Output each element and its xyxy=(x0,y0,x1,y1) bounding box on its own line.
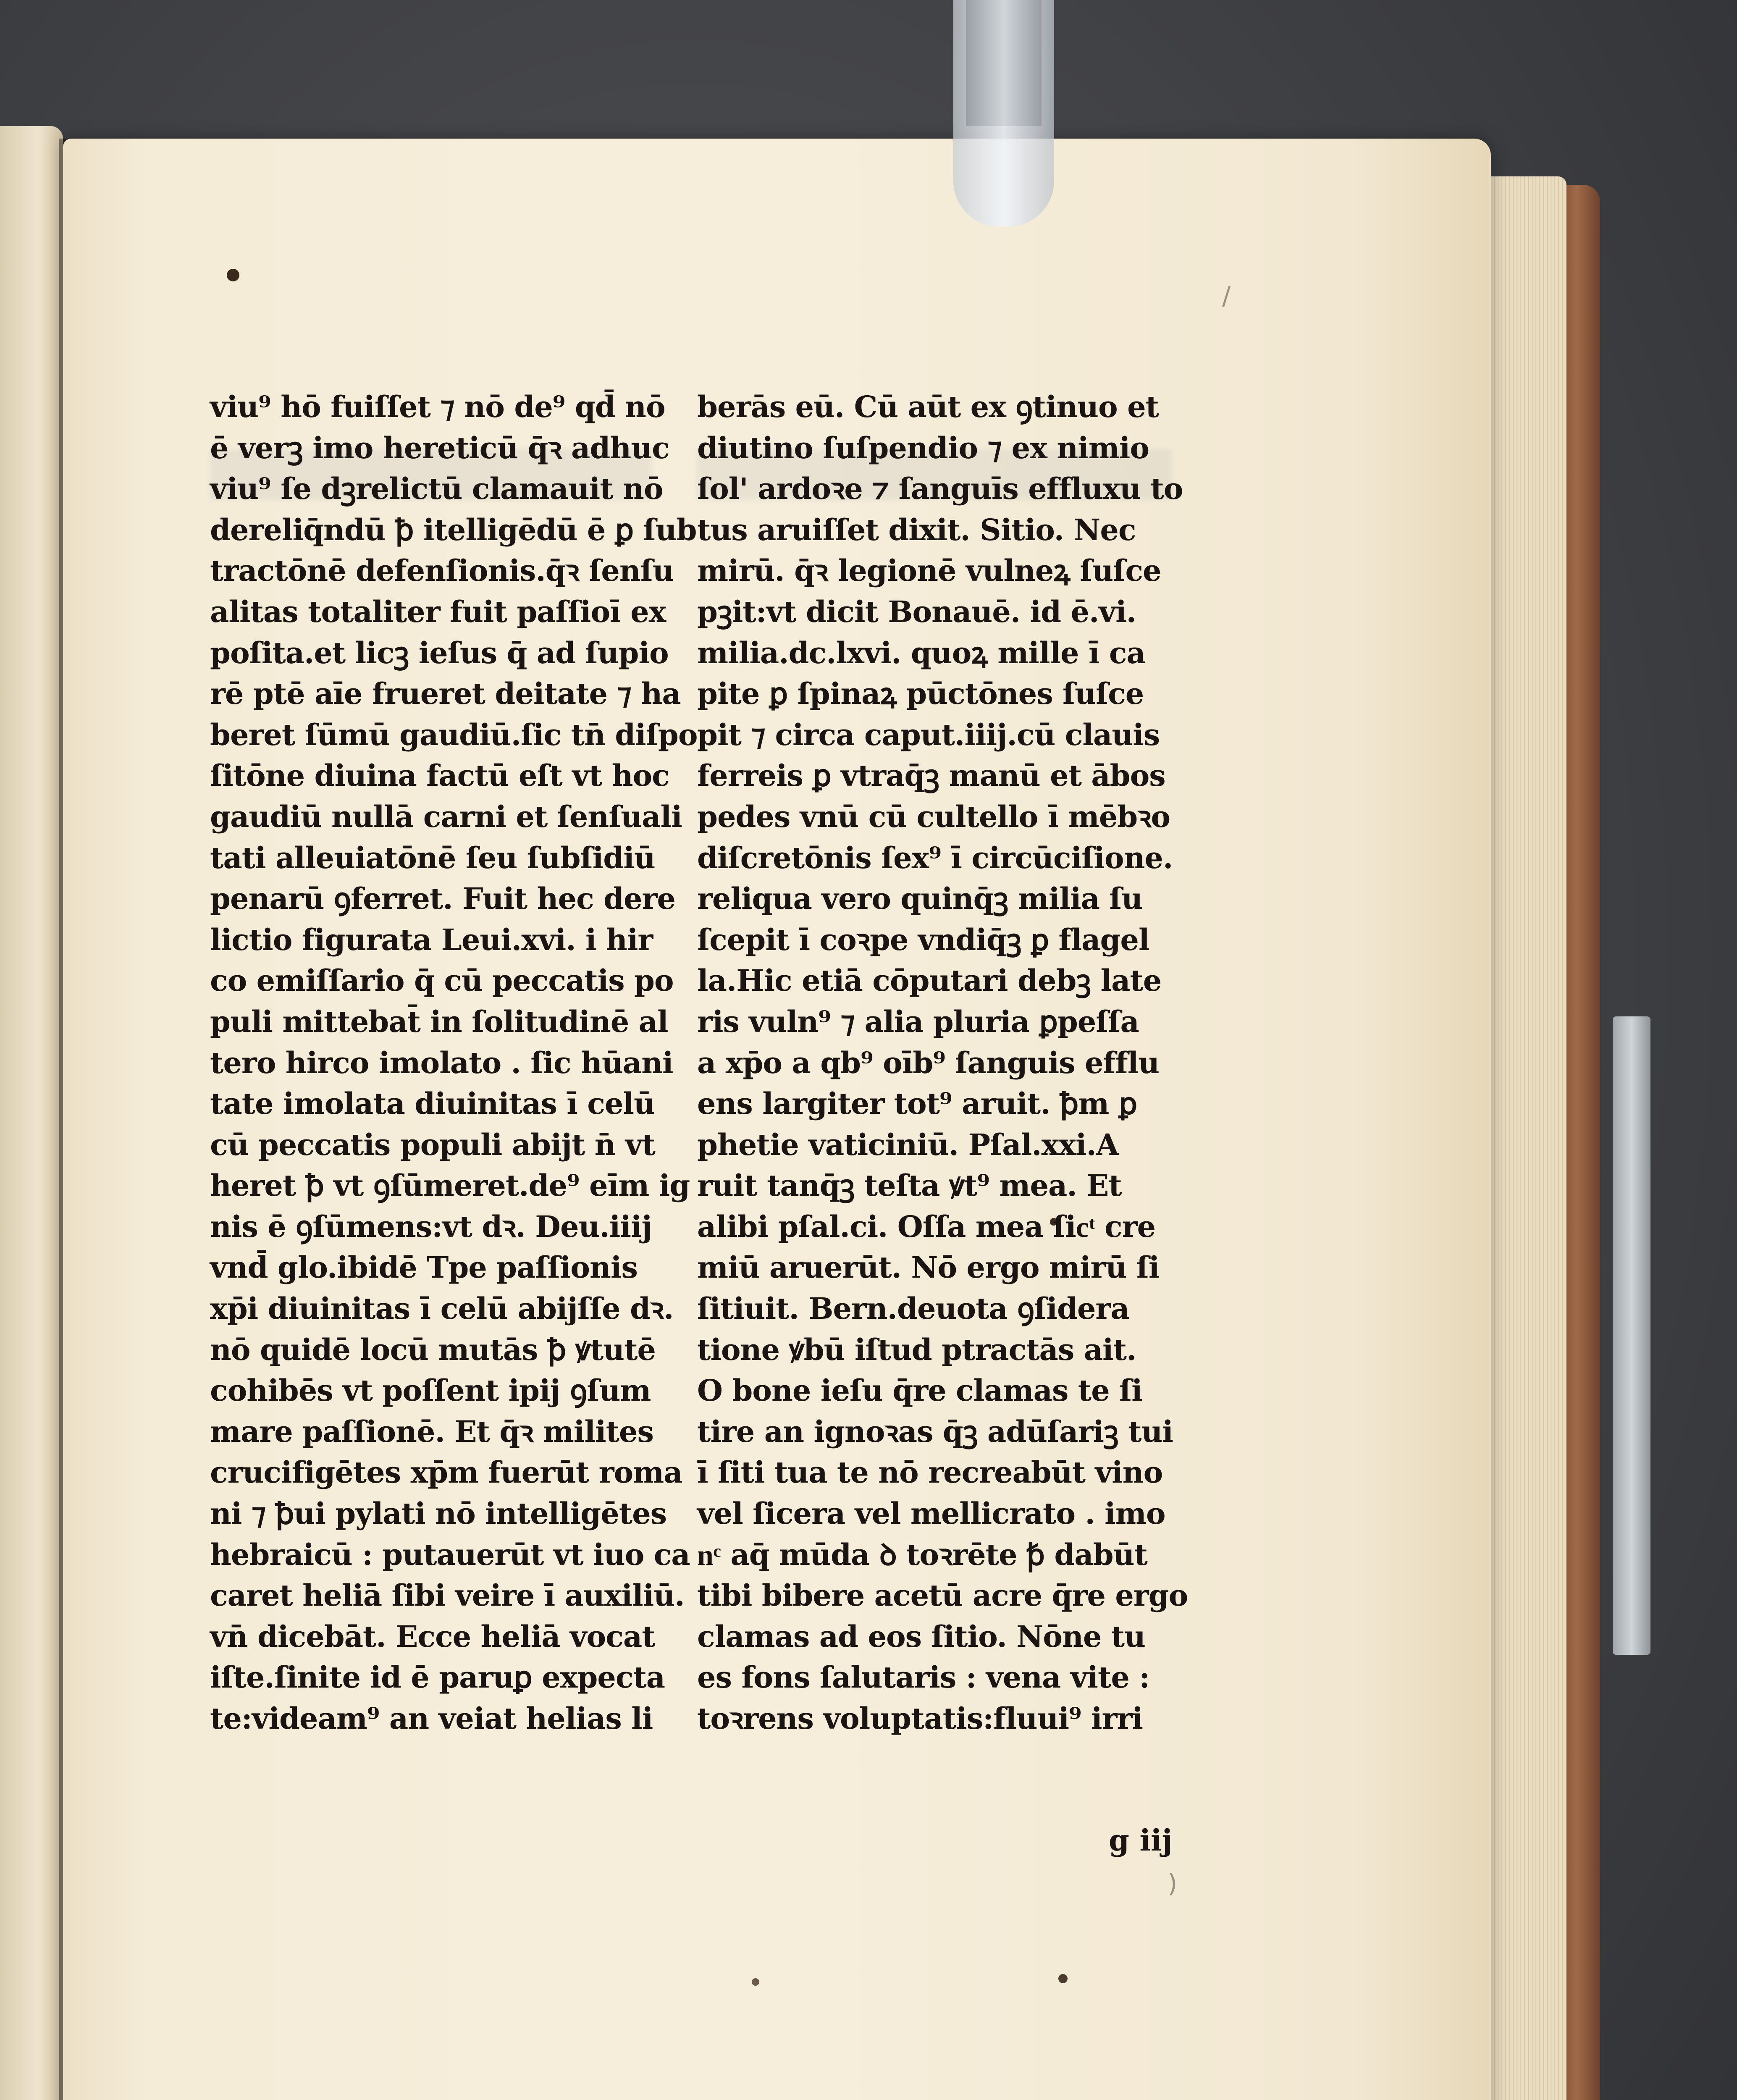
text-line: phetie vaticiniū. Pſal.xxi.A xyxy=(697,1127,1119,1162)
text-line: co emiſſario q̄ cū peccatis po xyxy=(210,963,674,998)
text-line: poſita.et licꝫ ieſus q̄ ad ſupio xyxy=(210,635,669,670)
ink-spot xyxy=(227,269,239,281)
text-line: pꝫit:vt dicit Bonauē. id ē.vi. xyxy=(697,594,1136,629)
text-line: gaudiū nullā carni et ſenſuali xyxy=(210,799,682,834)
text-line: nis ē ꝯſūmens:vt dꝛ. Deu.iiij xyxy=(210,1209,652,1244)
text-line: ſcepit ī coꝛpe vndiq̄ꝫ ꝑ flagel xyxy=(697,922,1149,957)
signature-mark: g iij xyxy=(1109,1823,1173,1858)
text-line: diſcretōnis ſex⁹ ī circūciſione. xyxy=(697,840,1173,875)
text-line: ē verꝫ imo hereticū q̄ꝛ adhuc xyxy=(210,430,669,465)
text-line: tire an ignoꝛas q̄ꝫ adūſariꝫ tui xyxy=(697,1414,1173,1449)
text-line: ris vuln⁹ ⁊ alia pluria ꝑpeſſa xyxy=(697,1004,1139,1039)
text-line: pedes vnū cū cultello ī mēbꝛo xyxy=(697,799,1170,834)
text-line: viu⁹ hō fuiſſet ⁊ nō de⁹ qd̄ nō xyxy=(210,389,665,424)
text-line: ī ſiti tua te nō recreabūt vino xyxy=(697,1455,1163,1490)
book-weight-top xyxy=(953,0,1054,227)
text-line: cū peccatis populi abijt n̄ vt xyxy=(210,1127,655,1162)
text-line: a xp̄o a qb⁹ oīb⁹ ſanguis efflu xyxy=(697,1045,1160,1080)
text-line: penarū ꝯferret. Fuit hec dere xyxy=(210,881,675,916)
text-line: mare paſſionē. Et q̄ꝛ milites xyxy=(210,1414,653,1449)
text-line: tero hirco imolato . ſic hūani xyxy=(210,1045,673,1080)
text-line: ruit tanq̄ꝫ teſta ꝟt⁹ mea. Et xyxy=(697,1168,1122,1203)
text-line: beret ſūmū gaudiū.ſic tn̄ diſpo xyxy=(210,717,698,752)
ink-spot xyxy=(752,1978,759,1986)
text-line: vn̄ dicebāt. Ecce heliā vocat xyxy=(210,1619,655,1654)
ink-spot xyxy=(1058,1974,1068,1983)
text-line: pite ꝑ ſpinaꝝ pūctōnes ſuſce xyxy=(697,676,1144,711)
text-line: tati alleuiatōnē ſeu ſubſidiū xyxy=(210,840,655,875)
text-line: lictio figurata Leui.xvi. i hir xyxy=(210,922,653,957)
text-line: ni ⁊ ꝥui pylati nō intelligētes xyxy=(210,1496,667,1531)
text-line: miū aruerūt. Nō ergo mirū ſi xyxy=(697,1250,1160,1285)
text-line: O bone ieſu q̄re clamas te ſi xyxy=(697,1373,1142,1408)
text-line: pit ⁊ circa caput.iiij.cū clauis xyxy=(697,717,1160,752)
text-line: hebraicū : putauerūt vt iuo ca xyxy=(210,1537,690,1572)
text-line: diutino ſuſpendio ⁊ ex nimio xyxy=(697,430,1149,465)
text-line: tus aruiſſet dixit. Sitio. Nec xyxy=(697,512,1136,547)
text-line: alibi pſal.ci. Oſſa mea ſicͭ cre xyxy=(697,1209,1156,1244)
text-column-left xyxy=(210,386,698,1739)
text-line: dereliq̄ndū ꝥ itelligēdū ē ꝑ ſub xyxy=(210,512,697,547)
text-line: la.Hic etiā cōputari debꝫ late xyxy=(697,963,1162,998)
text-line: ſitiuit. Bern.deuota ꝯſidera xyxy=(697,1291,1129,1326)
text-line: te:videam⁹ an veiat helias li xyxy=(210,1701,653,1736)
text-line: mirū. q̄ꝛ legionē vulneꝝ ſuſce xyxy=(697,553,1161,588)
text-line: heret ꝥ vt ꝯſūmeret.de⁹ eīm ig xyxy=(210,1168,690,1203)
text-line: iſte.ſinite id ē paruꝑ expecta xyxy=(210,1660,665,1695)
text-line: tione ꝟbū iſtud ptractās ait. xyxy=(697,1332,1136,1367)
text-line: milia.dc.lxvi. quoꝝ mille ī ca xyxy=(697,635,1145,670)
text-line: vel ſicera vel mellicrato . imo xyxy=(697,1496,1165,1531)
text-line: vnd̄ glo.ibidē Tpe paſſionis xyxy=(210,1250,638,1285)
text-line: crucifigētes xp̄m fuerūt roma xyxy=(210,1455,682,1490)
text-line: es fons ſalutaris : vena vite : xyxy=(697,1660,1150,1695)
text-line: alitas totaliter fuit paſſioī ex xyxy=(210,594,666,629)
text-line: reliqua vero quinq̄ꝫ milia ſu xyxy=(697,881,1143,916)
text-line: clamas ad eos ſitio. Nōne tu xyxy=(697,1619,1145,1654)
text-column-right xyxy=(697,386,1188,1739)
text-line: ferreis ꝑ vtraq̄ꝫ manū et ābos xyxy=(697,758,1165,793)
text-line: rē ptē aīe frueret deitate ⁊ ha xyxy=(210,676,681,711)
text-line: ens largiter tot⁹ aruit. ꝥm ꝑ xyxy=(697,1086,1137,1121)
text-line: tate imolata diuinitas ī celū xyxy=(210,1086,655,1121)
text-line: puli mittebat̄ in ſolitudinē al xyxy=(210,1004,668,1039)
text-line: tibi bibere acetū acre q̄re ergo xyxy=(697,1578,1188,1613)
left-page-edge xyxy=(0,126,63,2100)
text-line: ſitōne diuina factū eſt vt hoc xyxy=(210,758,669,793)
text-line: xp̄i diuinitas ī celū abijſſe dꝛ. xyxy=(210,1291,674,1326)
text-line: cohibēs vt poſſent ipij ꝯſum xyxy=(210,1373,651,1408)
text-line: ſol' ardoꝛe ⁊ ſanguīs effluxu to xyxy=(697,471,1183,507)
side-clip xyxy=(1613,1016,1650,1655)
margin-mark: / xyxy=(1222,281,1231,311)
text-line: nͨ aq̄ mūda ꝺ toꝛrēte ꝥ dabūt xyxy=(697,1537,1147,1572)
text-line: viu⁹ ſe dꝫrelictū clamauit nō xyxy=(210,471,663,507)
margin-mark: ) xyxy=(1168,1869,1178,1898)
text-line: nō quidē locū mutās ꝥ ꝟtutē xyxy=(210,1332,656,1367)
text-line: toꝛrens voluptatis:fluui⁹ irri xyxy=(697,1701,1143,1736)
text-line: caret heliā ſibi veire ī auxiliū. xyxy=(210,1578,685,1613)
text-line: berās eū. Cū aūt ex ꝯtinuo et xyxy=(697,389,1159,424)
text-line: tractōnē defenſionis.q̄ꝛ ſenſu xyxy=(210,553,674,588)
